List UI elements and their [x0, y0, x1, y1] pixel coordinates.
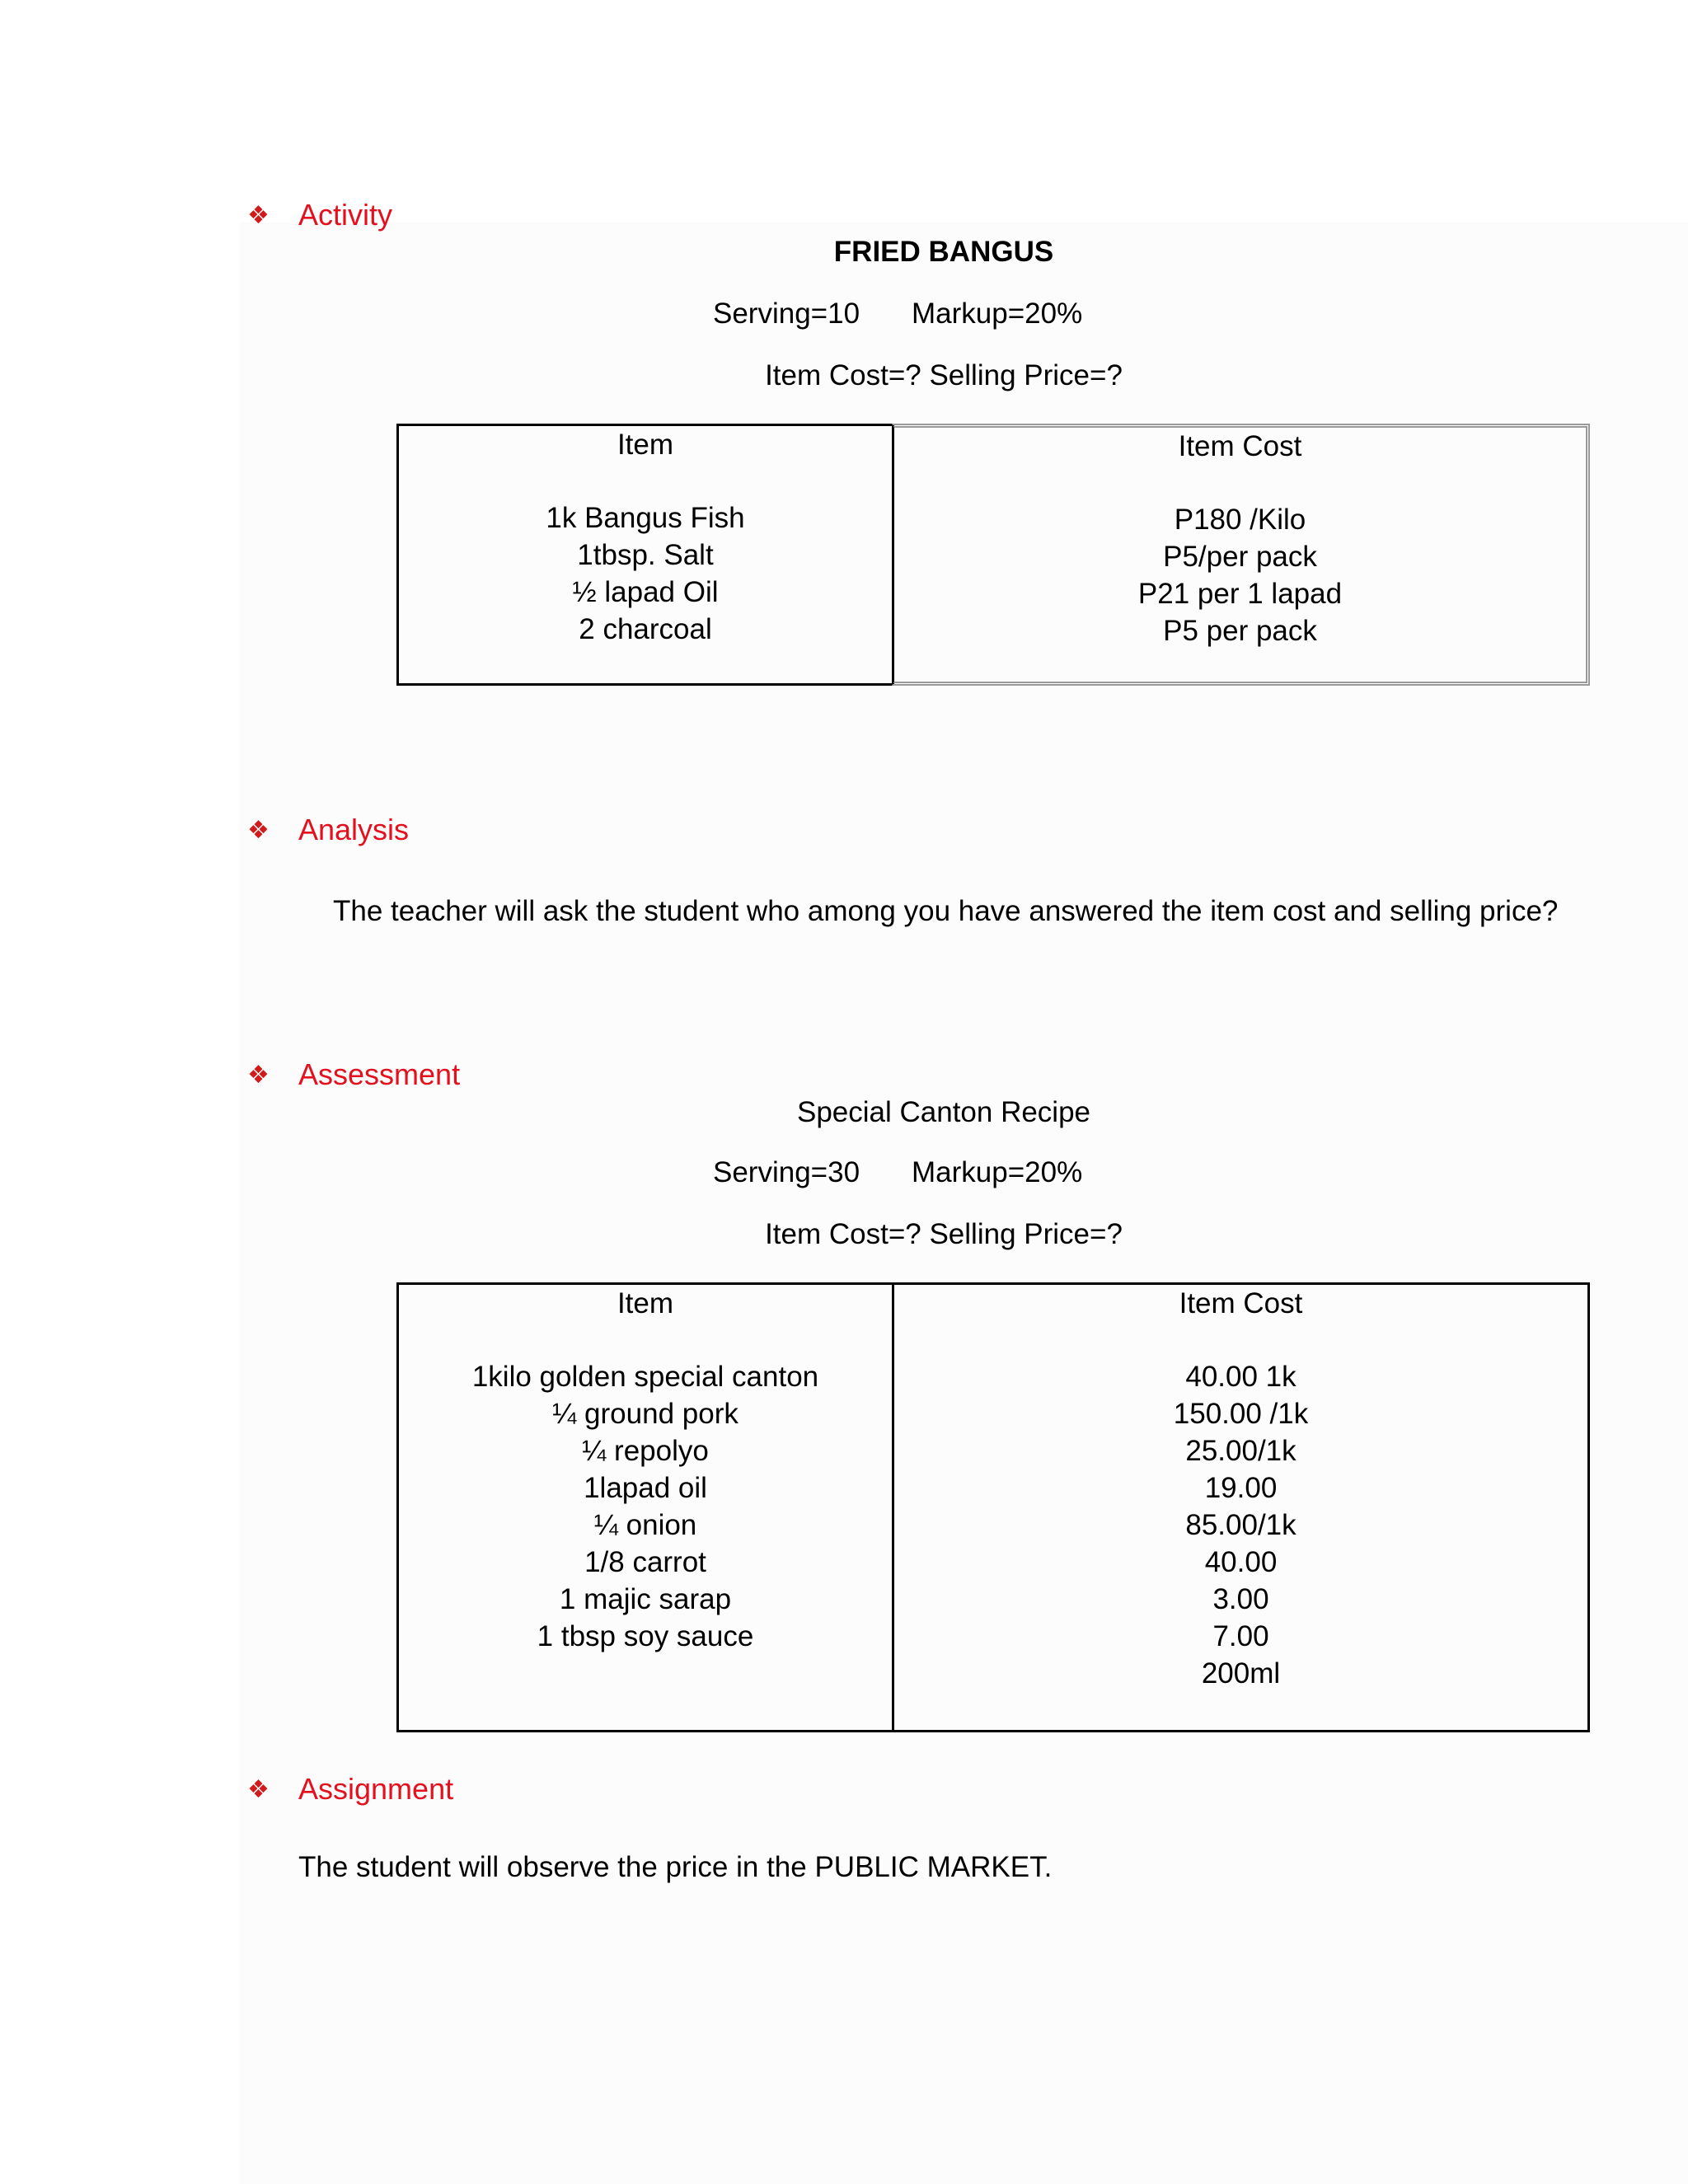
list-item: 200ml	[1201, 1657, 1281, 1690]
activity-heading-label: Activity	[298, 198, 393, 232]
list-item: 1/8 carrot	[584, 1546, 706, 1578]
assessment-heading	[247, 1057, 460, 1092]
activity-markup: Markup=20%	[912, 298, 1083, 330]
analysis-text: The teacher will ask the student who among you have answered the item cost and selling price?	[333, 895, 1559, 927]
list-item: 1kilo golden special canton	[471, 1361, 819, 1393]
assignment-heading-label: Assignment	[298, 1772, 454, 1806]
list-item: 25.00/1k	[1185, 1435, 1296, 1467]
assessment-cost-header: Item Cost	[1179, 1287, 1303, 1319]
list-item: 7.00	[1212, 1620, 1269, 1652]
diamond-bullet-icon: ❖	[247, 816, 270, 844]
activity-cost-header: Item Cost	[1178, 430, 1302, 462]
activity-question: Item Cost=? Selling Price=?	[765, 359, 1123, 391]
assessment-question: Item Cost=? Selling Price=?	[765, 1218, 1123, 1250]
list-item: ½ lapad Oil	[572, 576, 719, 608]
list-item: P180 /Kilo	[1174, 504, 1306, 536]
list-item: 40.00 1k	[1185, 1361, 1296, 1393]
activity-item-header: Item	[617, 429, 674, 461]
list-item: 1lapad oil	[584, 1472, 707, 1504]
assessment-title: Special Canton Recipe	[796, 1096, 1091, 1128]
analysis-heading-label: Analysis	[298, 813, 410, 846]
diamond-bullet-icon: ❖	[247, 201, 270, 229]
activity-item-list	[399, 499, 892, 648]
list-item: P21 per 1 lapad	[1137, 578, 1343, 610]
list-item: 3.00	[1212, 1583, 1269, 1615]
activity-table	[396, 424, 1590, 686]
list-item: P5/per pack	[1163, 541, 1317, 573]
assessment-heading-label: Assessment	[298, 1057, 461, 1091]
list-item: ¼ repolyo	[582, 1435, 709, 1467]
list-item: 1tbsp. Salt	[577, 539, 714, 571]
list-item: 150.00 /1k	[1173, 1398, 1309, 1430]
assessment-cost-list	[894, 1358, 1587, 1692]
list-item: 40.00	[1204, 1546, 1278, 1578]
diamond-bullet-icon: ❖	[247, 1061, 270, 1089]
assessment-serving: Serving=30	[713, 1156, 860, 1188]
assessment-item-header: Item	[617, 1287, 674, 1319]
list-item: 1 tbsp soy sauce	[537, 1620, 754, 1652]
assignment-heading	[247, 1772, 453, 1807]
list-item: 85.00/1k	[1185, 1509, 1296, 1541]
assessment-item-list	[399, 1358, 892, 1655]
assessment-item-column	[396, 1282, 894, 1732]
list-item: P5 per pack	[1163, 615, 1317, 647]
assessment-cost-column	[892, 1282, 1590, 1732]
activity-title: FRIED BANGUS	[833, 236, 1054, 268]
assessment-markup: Markup=20%	[912, 1156, 1083, 1188]
list-item: 1k Bangus Fish	[546, 502, 745, 534]
list-item: ¼ ground pork	[552, 1398, 738, 1430]
activity-heading	[247, 198, 392, 232]
list-item: ¼ onion	[593, 1509, 697, 1541]
list-item: 2 charcoal	[579, 613, 712, 645]
analysis-heading	[247, 813, 409, 847]
assignment-text: The student will observe the price in the PUBLIC MARKET.	[298, 1851, 1053, 1883]
list-item: 19.00	[1204, 1472, 1278, 1504]
assessment-table	[396, 1282, 1590, 1732]
diamond-bullet-icon: ❖	[247, 1775, 270, 1803]
activity-cost-column	[892, 424, 1590, 686]
list-item: 1 majic sarap	[559, 1583, 732, 1615]
activity-item-column	[396, 424, 894, 686]
activity-cost-list	[894, 501, 1586, 649]
activity-serving: Serving=10	[713, 298, 860, 330]
